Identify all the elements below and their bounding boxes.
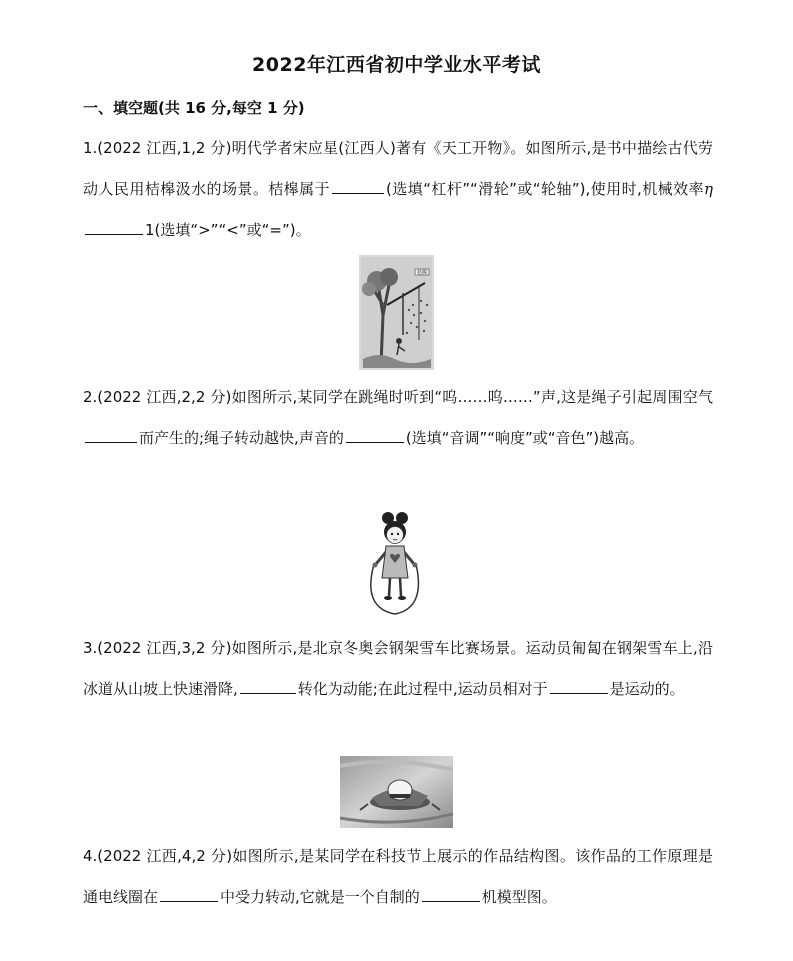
question-2-text-c: (选填“音调”“响度”或“音色”)越高。 (405, 429, 645, 447)
figure-1-caption: 桔槔 (416, 270, 428, 276)
question-3 (83, 628, 713, 710)
question-1-text-b: (选填“杠杆”“滑轮”或“轮轴”),使用时,机械效率 (386, 180, 704, 198)
question-2-blank-1[interactable] (85, 428, 137, 443)
page-title: 2022年江西省初中学业水平考试 (252, 54, 541, 76)
question-4-blank-1[interactable] (160, 887, 218, 902)
question-3-text-c: 是运动的。 (609, 680, 685, 698)
question-1-text-c: 1(选填“>”“<”或“=”)。 (145, 221, 311, 239)
question-2-text-b: 而产生的;绳子转动越快,声音的 (139, 429, 344, 447)
question-1-blank-1[interactable] (332, 179, 384, 194)
question-3-text-b: 转化为动能;在此过程中,运动员相对于 (297, 680, 548, 698)
jump-rope-girl-illustration (360, 508, 430, 618)
question-1 (83, 128, 713, 251)
question-1-text-a: 1.(2022 江西,1,2 分)明代学者宋应星(江西人)著有《天工开物》。如图所示,是书中描绘古代劳动人民用桔槔汲水的场景。桔槔属于 (83, 139, 713, 198)
question-3-blank-1[interactable] (240, 679, 296, 694)
skeleton-sled-photo (340, 756, 453, 828)
eta-symbol: η (704, 180, 713, 198)
well-sweep-illustration (359, 255, 434, 370)
section-heading: 一、填空题(共 16 分,每空 1 分) (83, 99, 305, 117)
question-3-blank-2[interactable] (550, 679, 608, 694)
question-4 (83, 836, 713, 918)
question-3-text-a: 3.(2022 江西,3,2 分)如图所示,是北京冬奥会钢架雪车比赛场景。运动员匍匐在钢架雪车上,沿冰道从山坡上快速滑降, (83, 639, 713, 698)
question-4-text-b: 中受力转动,它就是一个自制的 (220, 888, 420, 906)
question-4-text-a: 4.(2022 江西,4,2 分)如图所示,是某同学在科技节上展示的作品结构图。该作品的工作原理是通电线圈在 (83, 847, 713, 906)
question-2-blank-2[interactable] (346, 428, 404, 443)
question-4-blank-2[interactable] (422, 887, 480, 902)
question-4-text-c: 机模型图。 (481, 888, 557, 906)
question-1-blank-2[interactable] (85, 220, 143, 235)
question-2 (83, 377, 713, 459)
question-2-text-a: 2.(2022 江西,2,2 分)如图所示,某同学在跳绳时听到“呜……呜……”声,这是绳子引起周围空气 (83, 388, 713, 406)
